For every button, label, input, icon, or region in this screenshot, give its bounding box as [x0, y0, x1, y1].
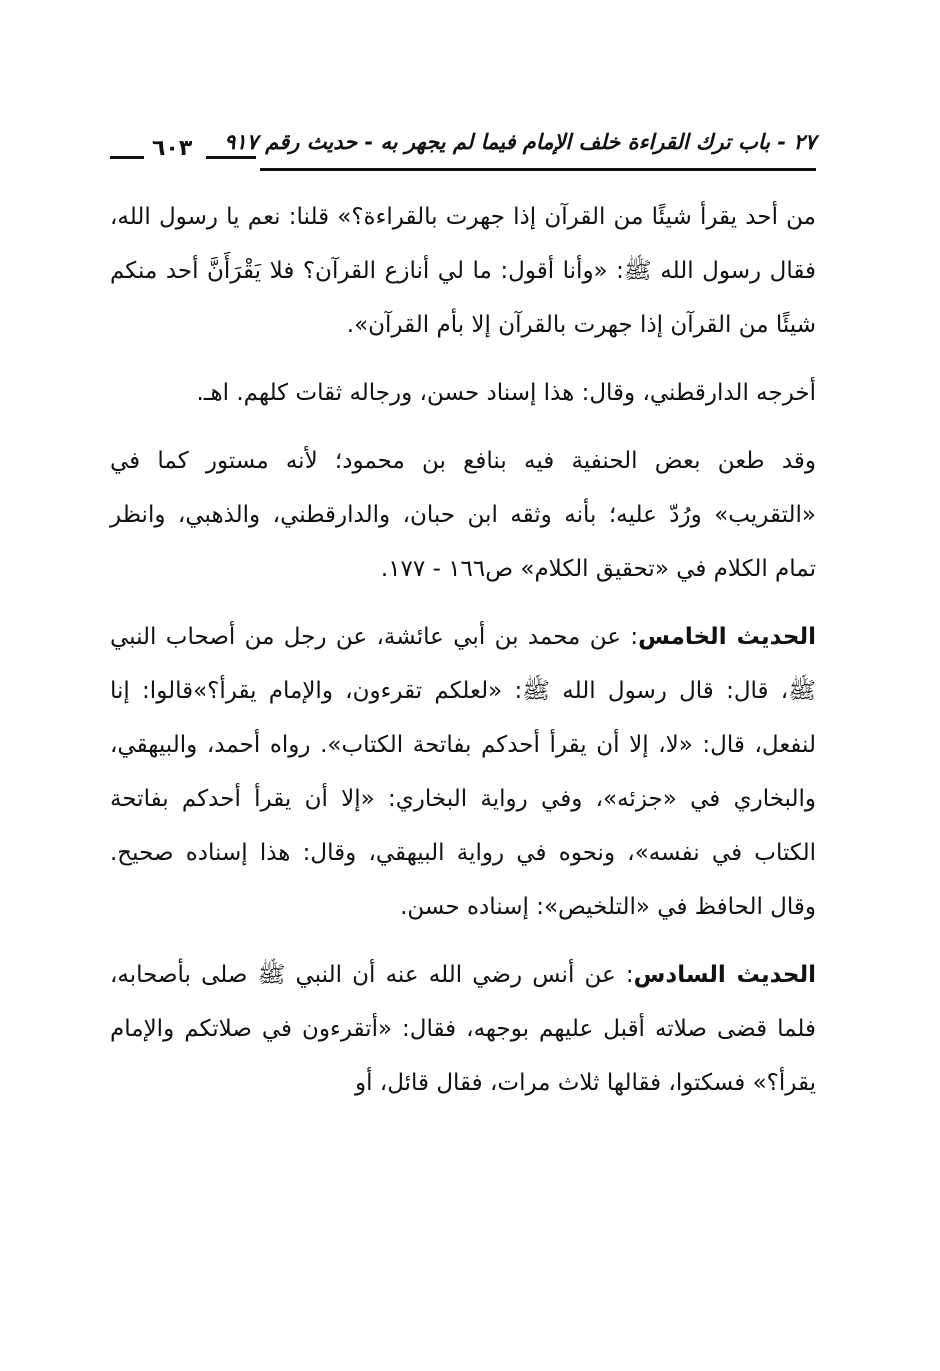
- paragraph-text: من أحد يقرأ شيئًا من القرآن إذا جهرت بالقراءة؟» قلنا: نعم يا رسول الله، فقال رسول الله ﷺ: «وأنا أقول: ما لي أنازع القرآن؟ فلا يَقْرَأَنَّ أحد منكم شيئًا من القرآن إذا جهرت بالقرآن إلا بأم القرآن».: [110, 204, 816, 338]
- paragraph: [110, 190, 816, 352]
- paragraph: [110, 434, 816, 596]
- chapter-title: ٢٧ - باب ترك القراءة خلف الإمام فيما لم يجهر به - حديث رقم ٩١٧: [224, 130, 816, 154]
- paragraph-text: : عن محمد بن أبي عائشة، عن رجل من أصحاب النبي ﷺ، قال: قال رسول الله ﷺ: «لعلكم تقرءون، والإمام يقرأ؟»قالوا: إنا لنفعل، قال: «لا، إلا أن يقرأ أحدكم بفاتحة الكتاب». رواه أحمد، والبيهقي، والبخاري في «جزئه»، وفي رواية البخاري: «إلا أن يقرأ أحدكم بفاتحة الكتاب في نفسه»، ونحوه في رواية البيهقي، وقال: هذا إسناده صحيح. وقال الحافظ في «التلخيص»: إسناده حسن.: [110, 624, 816, 920]
- header-dash: [110, 156, 144, 159]
- paragraph: [110, 610, 816, 934]
- hadith-heading: الحديث السادس: [633, 962, 816, 988]
- paragraph-text: وقد طعن بعض الحنفية فيه بنافع بن محمود؛ لأنه مستور كما في «التقريب» ورُدّ عليه؛ بأنه وثقه ابن حبان، والدارقطني، والذهبي، وانظر تمام الكلام في «تحقيق الكلام» ص١٦٦ - ١٧٧.: [110, 448, 816, 582]
- paragraph: [110, 948, 816, 1110]
- page-body: [110, 190, 816, 1124]
- header-dash: [206, 156, 256, 159]
- header-rule: [260, 168, 816, 171]
- paragraph-text: : عن أنس رضي الله عنه أن النبي ﷺ صلى بأصحابه، فلما قضى صلاته أقبل عليهم بوجهه، فقال: «أتقرءون في صلاتكم والإمام يقرأ؟» فسكتوا، فقالها ثلاث مرات، فقال قائل، أو: [110, 962, 816, 1096]
- page-header: [110, 126, 816, 174]
- paragraph-text: أخرجه الدارقطني، وقال: هذا إسناد حسن، ورجاله ثقات كلهم. اهـ.: [196, 380, 816, 406]
- hadith-heading: الحديث الخامس: [638, 624, 817, 650]
- page-number: ٦٠٣: [152, 136, 193, 161]
- paragraph: [110, 366, 816, 420]
